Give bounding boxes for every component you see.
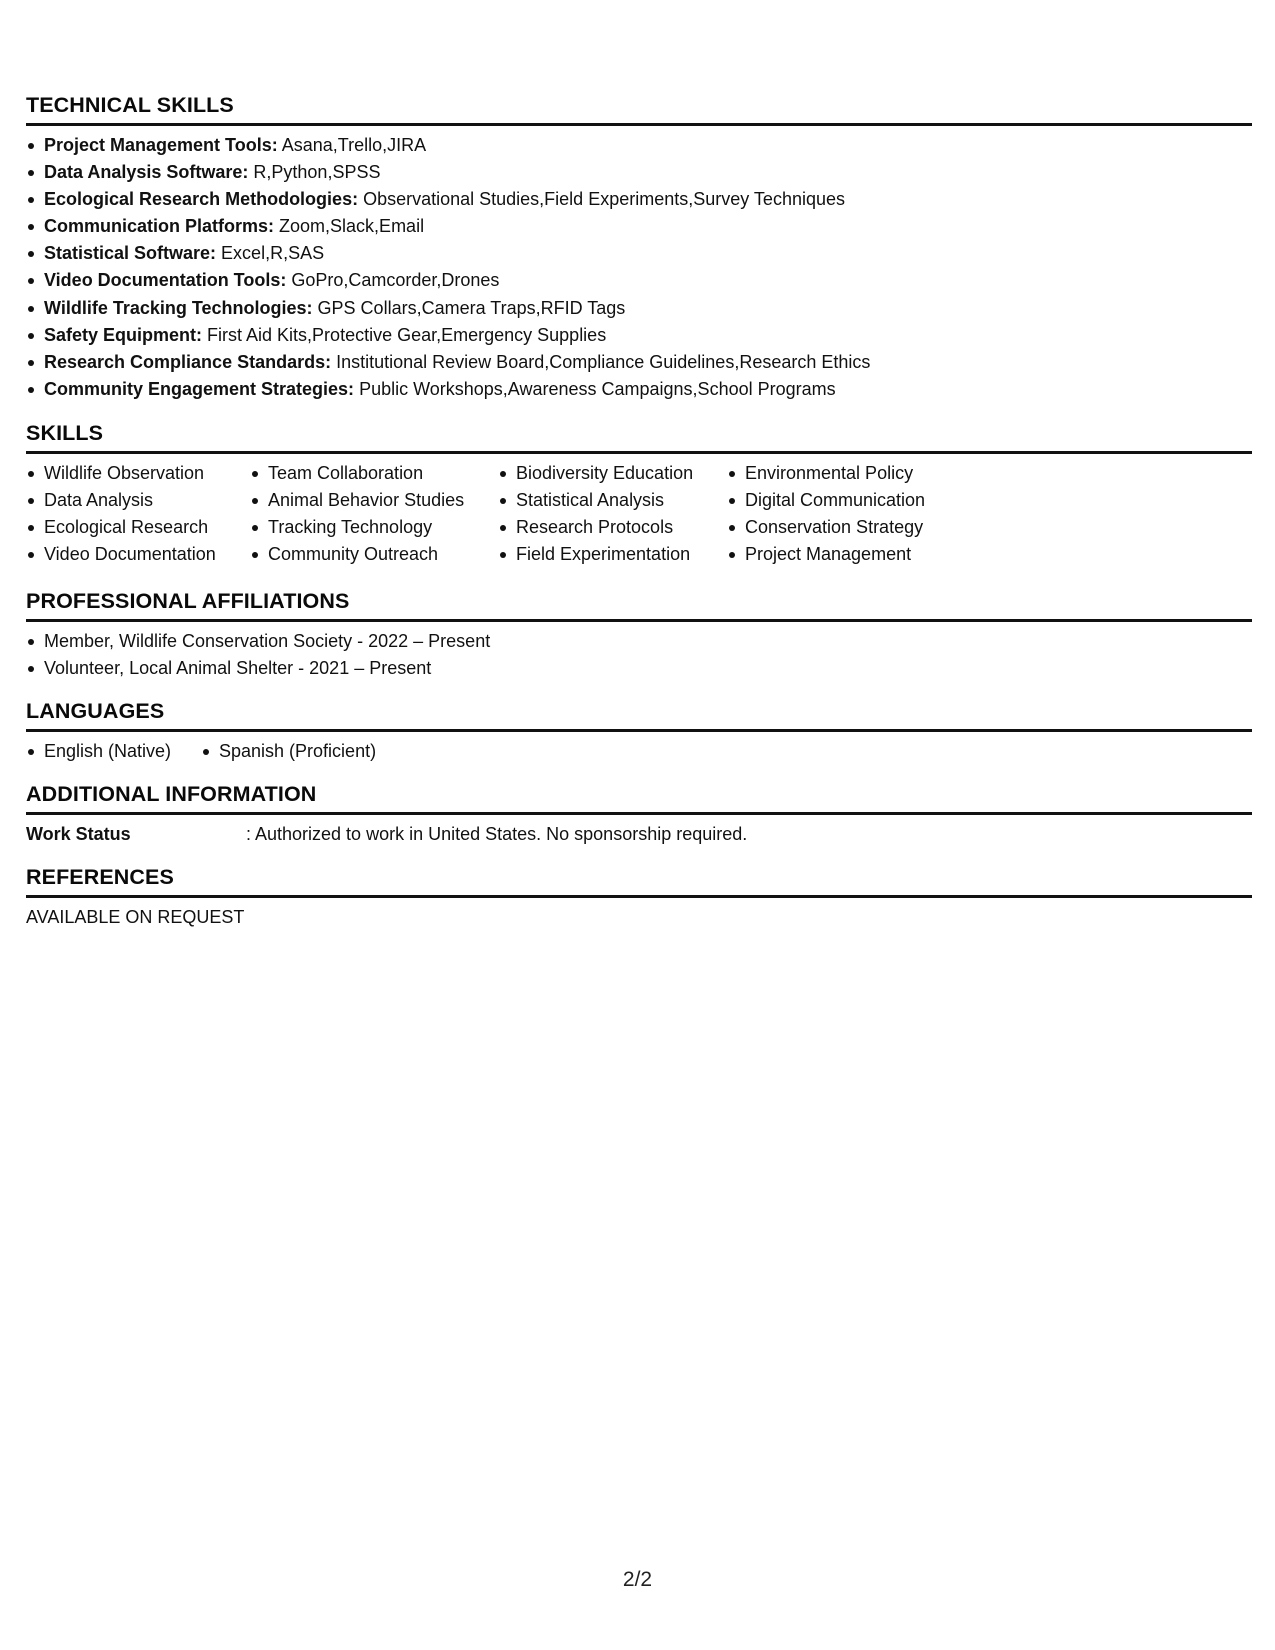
section-title-affiliations: PROFESSIONAL AFFILIATIONS — [26, 589, 350, 613]
technical-skills-section — [26, 92, 1252, 403]
skills-section — [26, 420, 1252, 570]
skill-item: Tracking Technology — [250, 514, 464, 541]
technical-skills-list — [26, 132, 1252, 403]
technical-skill-value: First Aid Kits,Protective Gear,Emergency Supplies — [202, 324, 607, 345]
technical-skill-value: Public Workshops,Awareness Campaigns,School Programs — [354, 378, 836, 399]
work-status-separator: : — [246, 824, 252, 844]
affiliation-item: Volunteer, Local Animal Shelter - 2021 – Present — [26, 655, 1252, 682]
technical-skill-label: Community Engagement Strategies: — [44, 378, 355, 399]
section-divider — [26, 895, 1252, 898]
skill-item: Team Collaboration — [250, 460, 464, 487]
skills-grid — [26, 460, 1252, 570]
work-status-value: Authorized to work in United States. No sponsorship required. — [255, 824, 748, 844]
work-status-label: Work Status — [26, 824, 131, 844]
technical-skill-value: Institutional Review Board,Compliance Guidelines,Research Ethics — [331, 351, 871, 372]
skill-item: Statistical Analysis — [498, 487, 693, 514]
section-divider — [26, 451, 1252, 454]
section-divider — [26, 123, 1252, 126]
technical-skill-value: Asana,Trello,JIRA — [277, 135, 427, 155]
technical-skill-label: Project Management Tools: — [44, 135, 278, 155]
skills-column — [498, 460, 693, 568]
skill-item: Community Outreach — [250, 541, 464, 568]
affiliations-list — [26, 628, 1252, 682]
affiliation-item: Member, Wildlife Conservation Society - 2022 – Present — [26, 628, 1252, 655]
technical-skill-item — [26, 267, 1252, 294]
work-status-row — [26, 821, 1252, 849]
technical-skill-value: Observational Studies,Field Experiments,Survey Techniques — [358, 189, 845, 210]
technical-skill-item — [26, 295, 1252, 322]
technical-skill-item — [26, 376, 1252, 403]
skill-item: Animal Behavior Studies — [250, 487, 464, 514]
technical-skill-item — [26, 186, 1252, 213]
technical-skill-label: Safety Equipment: — [44, 324, 203, 345]
technical-skill-label: Ecological Research Methodologies: — [44, 189, 359, 210]
technical-skill-value: Excel,R,SAS — [216, 243, 325, 264]
technical-skill-item — [26, 240, 1252, 267]
affiliations-section — [26, 588, 1252, 682]
skill-item: Data Analysis — [26, 487, 216, 514]
technical-skill-value: GPS Collars,Camera Traps,RFID Tags — [312, 297, 626, 318]
technical-skill-label: Video Documentation Tools: — [44, 270, 287, 291]
technical-skill-value: R,Python,SPSS — [248, 162, 381, 183]
skill-item: Biodiversity Education — [498, 460, 693, 487]
skill-item: Digital Communication — [727, 487, 925, 514]
technical-skill-item — [26, 132, 1252, 159]
languages-list — [26, 738, 1252, 766]
technical-skill-label: Data Analysis Software: — [44, 162, 249, 183]
skill-item: Environmental Policy — [727, 460, 925, 487]
skill-item: Project Management — [727, 541, 925, 568]
technical-skill-label: Statistical Software: — [44, 243, 217, 264]
section-title-references: REFERENCES — [26, 865, 174, 889]
technical-skill-item — [26, 213, 1252, 240]
skills-column — [727, 460, 925, 568]
skill-item: Ecological Research — [26, 514, 216, 541]
language-item: English (Native) — [26, 738, 171, 765]
technical-skill-label: Wildlife Tracking Technologies: — [44, 297, 313, 318]
section-title-languages: LANGUAGES — [26, 699, 165, 723]
technical-skill-value: Zoom,Slack,Email — [274, 216, 425, 237]
section-title-skills: SKILLS — [26, 421, 104, 445]
section-divider — [26, 619, 1252, 622]
skill-item: Wildlife Observation — [26, 460, 216, 487]
section-divider — [26, 729, 1252, 732]
references-text: AVAILABLE ON REQUEST — [26, 907, 245, 927]
skill-item: Conservation Strategy — [727, 514, 925, 541]
technical-skill-label: Communication Platforms: — [44, 216, 275, 237]
skill-item: Field Experimentation — [498, 541, 693, 568]
references-section — [26, 864, 1252, 931]
page-number: 2/2 — [622, 1568, 653, 1591]
additional-info-section — [26, 781, 1252, 849]
technical-skill-label: Research Compliance Standards: — [44, 351, 332, 372]
technical-skill-value: GoPro,Camcorder,Drones — [286, 270, 500, 291]
section-title-additional-info: ADDITIONAL INFORMATION — [26, 782, 317, 806]
technical-skill-item — [26, 159, 1252, 186]
technical-skill-item — [26, 322, 1252, 349]
skills-column — [26, 460, 216, 568]
skills-column — [250, 460, 464, 568]
section-divider — [26, 812, 1252, 815]
skill-item: Video Documentation — [26, 541, 216, 568]
technical-skill-item — [26, 349, 1252, 376]
skill-item: Research Protocols — [498, 514, 693, 541]
section-title-technical-skills: TECHNICAL SKILLS — [26, 93, 234, 117]
language-item: Spanish (Proficient) — [201, 738, 376, 765]
languages-section — [26, 698, 1252, 766]
